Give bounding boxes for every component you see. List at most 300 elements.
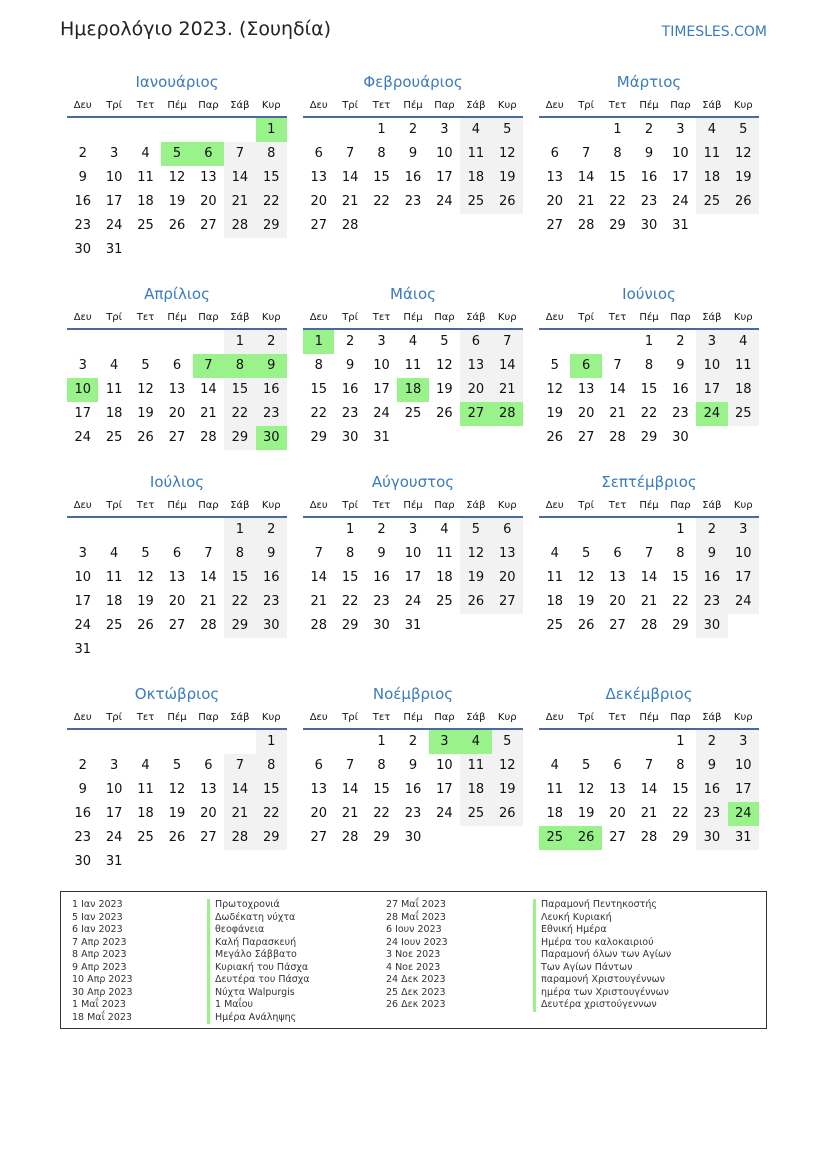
- day-cell: 7: [613, 358, 622, 373]
- weekday-label: Σάβ: [230, 712, 250, 723]
- empty-cell: [67, 518, 98, 542]
- day-cell: 9: [78, 782, 87, 797]
- day-cell: 25: [546, 618, 563, 633]
- legend-name: Δωδέκατη νύχτα: [207, 912, 310, 925]
- day-cell: 25: [105, 430, 123, 445]
- day-cell: 12: [728, 142, 759, 166]
- weekday-label: Πέμ: [167, 500, 187, 511]
- day-cell: 29: [373, 830, 390, 845]
- day-cell: 2: [256, 330, 287, 354]
- legend-date: 4 Νοε 2023: [386, 961, 441, 973]
- weekday-label: Τετ: [136, 500, 155, 511]
- day-cell: 12: [492, 142, 523, 166]
- day-cell: 26: [137, 430, 154, 445]
- weekday-label: Σάβ: [702, 712, 722, 723]
- empty-cell: [161, 330, 192, 354]
- day-cell: 8: [314, 358, 323, 373]
- empty-cell: [303, 118, 334, 142]
- weekday-label: Τρί: [342, 500, 359, 511]
- day-cell: 31: [105, 854, 123, 869]
- day-cell: 31: [728, 826, 759, 850]
- day-cell: 18: [105, 406, 123, 421]
- day-cell: 13: [492, 542, 523, 566]
- weekday-label: Παρ: [434, 312, 455, 323]
- day-cell: 29: [224, 614, 255, 638]
- day-cell: 30: [373, 618, 390, 633]
- empty-cell: [67, 330, 98, 354]
- day-cell: 7: [345, 146, 355, 161]
- day-cell: 8: [613, 146, 622, 161]
- day-cell: 8: [377, 758, 386, 773]
- day-cell: 20: [577, 406, 595, 421]
- day-cell: 16: [256, 566, 287, 590]
- weekday-label: Τρί: [578, 100, 595, 111]
- legend-name: Κυριακή του Πάσχα: [207, 962, 310, 975]
- weekday-label: Σάβ: [466, 100, 486, 111]
- empty-cell: [161, 518, 192, 542]
- day-cell: 13: [200, 782, 217, 797]
- weekday-label: Κυρ: [733, 100, 753, 111]
- empty-cell: [193, 118, 224, 142]
- legend-name: Λευκή Κυριακή: [533, 912, 671, 925]
- month-name: Νοέμβριος: [372, 685, 454, 703]
- day-cell: 29: [256, 214, 287, 238]
- day-cell: 17: [696, 378, 727, 402]
- legend-name: Καλή Παρασκευή: [207, 937, 310, 950]
- day-cell: 14: [341, 782, 359, 797]
- day-cell: 6: [314, 146, 323, 161]
- day-cell: 26: [492, 802, 523, 826]
- day-cell: 16: [74, 806, 91, 821]
- weekday-label: Παρ: [670, 100, 691, 111]
- day-cell: 27: [200, 830, 217, 845]
- weekday-header: [67, 306, 287, 330]
- day-cell: 11: [460, 142, 491, 166]
- empty-cell: [602, 518, 633, 542]
- weekday-label: Δευ: [309, 100, 328, 111]
- weekday-label: Δευ: [545, 100, 564, 111]
- day-cell: 21: [341, 194, 359, 209]
- day-cell: 24: [105, 218, 123, 233]
- day-cell: 19: [492, 166, 523, 190]
- legend-date: 25 Δεκ 2023: [386, 986, 446, 998]
- weekday-label: Παρ: [434, 500, 455, 511]
- day-cell: 13: [609, 782, 626, 797]
- day-cell: 17: [404, 570, 422, 585]
- weekday-label: Πέμ: [403, 100, 423, 111]
- day-cell: 19: [460, 566, 491, 590]
- day-cell: 4: [460, 118, 491, 142]
- day-cell: 16: [404, 782, 422, 797]
- day-cell: 26: [492, 190, 523, 214]
- legend-name: Ημέρα Ανάληψης: [207, 1012, 310, 1025]
- day-cell: 4: [141, 758, 150, 773]
- empty-cell: [633, 518, 664, 542]
- day-cell: 21: [200, 406, 217, 421]
- day-cell: 29: [609, 218, 626, 233]
- brand-link[interactable]: TIMESLES.COM: [661, 24, 767, 40]
- day-cell: 7: [644, 758, 654, 773]
- weekday-header: [67, 706, 287, 730]
- weekday-label: Τρί: [578, 500, 595, 511]
- legend-date: 8 Απρ 2023: [72, 949, 127, 960]
- holiday-day-cell: 30: [256, 426, 287, 450]
- day-cell: 20: [310, 806, 327, 821]
- weekday-label: Τετ: [136, 712, 155, 723]
- day-cell: 24: [105, 830, 123, 845]
- day-cell: 28: [200, 430, 217, 445]
- day-cell: 8: [256, 754, 287, 778]
- weekday-label: Κυρ: [261, 712, 281, 723]
- day-cell: 23: [404, 194, 422, 209]
- day-cell: 9: [256, 542, 287, 566]
- legend-date: 30 Απρ 2023: [72, 986, 133, 998]
- day-cell: 5: [141, 546, 150, 561]
- legend-name: 1 Μαΐου: [207, 999, 310, 1012]
- empty-cell: [130, 730, 161, 754]
- empty-cell: [633, 730, 664, 754]
- day-cell: 22: [373, 194, 390, 209]
- weekday-label: Παρ: [198, 312, 219, 323]
- day-cell: 13: [200, 170, 217, 185]
- weekday-label: Τρί: [106, 712, 123, 723]
- month-2: [303, 70, 523, 262]
- day-cell: 19: [436, 382, 453, 397]
- day-cell: 22: [224, 590, 255, 614]
- legend-date: 6 Ιαν 2023: [72, 924, 123, 935]
- day-cell: 16: [696, 778, 727, 802]
- empty-cell: [570, 518, 601, 542]
- day-cell: 31: [105, 242, 123, 257]
- day-cell: 12: [168, 170, 186, 185]
- day-cell: 22: [256, 190, 287, 214]
- month-3: [539, 70, 759, 262]
- day-cell: 12: [492, 754, 523, 778]
- holiday-day-cell: 27: [460, 402, 491, 426]
- day-cell: 23: [74, 830, 91, 845]
- empty-cell: [98, 518, 129, 542]
- day-cell: 20: [200, 806, 217, 821]
- day-cell: 6: [460, 330, 491, 354]
- day-cell: 14: [341, 170, 359, 185]
- weekday-label: Σάβ: [466, 712, 486, 723]
- weekday-label: Πέμ: [167, 712, 187, 723]
- day-cell: 22: [341, 594, 359, 609]
- day-cell: 23: [696, 802, 727, 826]
- day-cell: 12: [546, 382, 563, 397]
- day-cell: 26: [577, 618, 595, 633]
- day-cell: 2: [377, 522, 386, 537]
- weekday-label: Κυρ: [261, 500, 281, 511]
- empty-cell: [130, 518, 161, 542]
- day-cell: 24: [436, 806, 453, 821]
- day-cell: 8: [644, 358, 654, 373]
- day-cell: 6: [613, 758, 622, 773]
- day-cell: 16: [341, 382, 359, 397]
- legend-date: 18 Μαΐ 2023: [72, 1011, 132, 1023]
- month-name: Σεπτέμβριος: [601, 473, 697, 491]
- day-cell: 28: [224, 214, 255, 238]
- day-cell: 18: [105, 594, 123, 609]
- weekday-label: Πέμ: [167, 312, 187, 323]
- weekday-header: [539, 306, 759, 330]
- day-cell: 14: [224, 778, 255, 802]
- empty-cell: [570, 330, 601, 354]
- holiday-day-cell: 5: [161, 142, 192, 166]
- day-cell: 5: [460, 518, 491, 542]
- weekday-label: Κυρ: [497, 500, 517, 511]
- day-cell: 14: [200, 570, 217, 585]
- day-cell: 28: [310, 618, 327, 633]
- day-cell: 15: [224, 566, 255, 590]
- weekday-label: Δευ: [73, 100, 92, 111]
- day-cell: 11: [546, 570, 563, 585]
- day-cell: 19: [728, 166, 759, 190]
- day-cell: 5: [172, 758, 182, 773]
- holiday-legend: [60, 891, 767, 1029]
- weekday-label: Δευ: [73, 500, 92, 511]
- day-cell: 5: [550, 358, 559, 373]
- day-cell: 27: [168, 618, 186, 633]
- day-cell: 24: [74, 430, 91, 445]
- day-cell: 24: [728, 590, 759, 614]
- weekday-label: Κυρ: [733, 500, 753, 511]
- day-cell: 21: [200, 594, 217, 609]
- month-8: [303, 470, 523, 662]
- day-cell: 13: [310, 782, 327, 797]
- day-cell: 29: [672, 618, 689, 633]
- month-4: [67, 282, 287, 450]
- day-cell: 17: [74, 406, 91, 421]
- day-cell: 26: [546, 430, 563, 445]
- legend-name: παραμονή Χριστουγέννων: [533, 974, 671, 987]
- days-grid: [303, 118, 523, 238]
- day-cell: 28: [577, 218, 595, 233]
- weekday-header: [303, 306, 523, 330]
- legend-name: Ημέρα του καλοκαιριού: [533, 937, 671, 950]
- empty-cell: [539, 518, 570, 542]
- day-cell: 18: [546, 806, 563, 821]
- day-cell: 10: [672, 146, 689, 161]
- legend-name: Των Αγίων Πάντων: [533, 962, 671, 975]
- legend-names-1: [207, 899, 310, 1024]
- weekday-label: Παρ: [670, 500, 691, 511]
- day-cell: 7: [204, 546, 213, 561]
- day-cell: 2: [408, 734, 418, 749]
- day-cell: 1: [676, 522, 685, 537]
- day-cell: 9: [696, 754, 727, 778]
- day-cell: 11: [546, 782, 563, 797]
- day-cell: 16: [74, 194, 91, 209]
- legend-date: 10 Απρ 2023: [72, 974, 133, 985]
- days-grid: [67, 518, 287, 662]
- month-7: [67, 470, 287, 662]
- day-cell: 6: [613, 546, 622, 561]
- day-cell: 10: [728, 542, 759, 566]
- day-cell: 12: [137, 382, 154, 397]
- day-cell: 31: [404, 618, 422, 633]
- day-cell: 7: [224, 754, 255, 778]
- weekday-label: Τετ: [608, 712, 627, 723]
- day-cell: 8: [224, 542, 255, 566]
- day-cell: 28: [640, 618, 658, 633]
- day-cell: 16: [256, 378, 287, 402]
- holiday-day-cell: 28: [492, 402, 523, 426]
- day-cell: 17: [728, 566, 759, 590]
- empty-cell: [303, 730, 334, 754]
- day-cell: 27: [168, 430, 186, 445]
- day-cell: 20: [168, 594, 186, 609]
- day-cell: 22: [672, 806, 689, 821]
- legend-name: Παραμονή Πεντηκοστής: [533, 899, 671, 912]
- days-grid: [539, 518, 759, 638]
- day-cell: 27: [310, 830, 327, 845]
- weekday-label: Κυρ: [733, 712, 753, 723]
- day-cell: 21: [640, 806, 658, 821]
- month-name: Ιούλιος: [149, 473, 205, 491]
- holiday-day-cell: 7: [193, 354, 224, 378]
- month-name: Φεβρουάριος: [363, 73, 463, 91]
- day-cell: 18: [546, 594, 563, 609]
- day-cell: 2: [408, 122, 418, 137]
- day-cell: 11: [436, 546, 453, 561]
- day-cell: 19: [137, 406, 154, 421]
- day-cell: 3: [109, 758, 119, 773]
- weekday-label: Τετ: [608, 100, 627, 111]
- day-cell: 9: [696, 542, 727, 566]
- day-cell: 21: [224, 802, 255, 826]
- weekday-label: Δευ: [73, 712, 92, 723]
- weekday-label: Τετ: [608, 312, 627, 323]
- weekday-label: Πέμ: [639, 100, 659, 111]
- empty-cell: [303, 518, 334, 542]
- legend-dates-1: [72, 899, 133, 1024]
- day-cell: 12: [577, 570, 595, 585]
- day-cell: 8: [345, 546, 355, 561]
- month-12: [539, 682, 759, 874]
- legend-name: Παραμονή όλων των Αγίων: [533, 949, 671, 962]
- day-cell: 1: [224, 518, 255, 542]
- weekday-header: [303, 706, 523, 730]
- weekday-label: Παρ: [198, 712, 219, 723]
- day-cell: 18: [460, 166, 491, 190]
- holiday-day-cell: 6: [570, 354, 601, 378]
- day-cell: 17: [672, 170, 689, 185]
- weekday-label: Κυρ: [261, 312, 281, 323]
- day-cell: 7: [581, 146, 591, 161]
- legend-date: 6 Ιουν 2023: [386, 924, 442, 935]
- day-cell: 6: [314, 758, 323, 773]
- legend-dates-2: [386, 899, 448, 1012]
- day-cell: 10: [105, 170, 123, 185]
- weekday-label: Τρί: [106, 500, 123, 511]
- day-cell: 15: [640, 382, 658, 397]
- day-cell: 14: [640, 782, 658, 797]
- day-cell: 21: [341, 806, 359, 821]
- legend-date: 26 Δεκ 2023: [386, 999, 446, 1010]
- day-cell: 23: [640, 194, 658, 209]
- month-10: [67, 682, 287, 874]
- day-cell: 10: [728, 754, 759, 778]
- day-cell: 17: [105, 194, 123, 209]
- weekday-label: Κυρ: [497, 712, 517, 723]
- month-11: [303, 682, 523, 874]
- day-cell: 21: [492, 378, 523, 402]
- day-cell: 4: [440, 522, 449, 537]
- empty-cell: [67, 730, 98, 754]
- day-cell: 8: [676, 758, 685, 773]
- weekday-label: Πέμ: [167, 100, 187, 111]
- day-cell: 10: [373, 358, 390, 373]
- weekday-label: Σάβ: [230, 312, 250, 323]
- empty-cell: [539, 330, 570, 354]
- day-cell: 19: [546, 406, 563, 421]
- weekday-header: [303, 494, 523, 518]
- day-cell: 1: [676, 734, 685, 749]
- weekday-label: Δευ: [73, 312, 92, 323]
- weekday-label: Τρί: [578, 312, 595, 323]
- day-cell: 25: [404, 406, 422, 421]
- day-cell: 20: [460, 378, 491, 402]
- day-cell: 31: [373, 430, 390, 445]
- day-cell: 1: [613, 122, 622, 137]
- day-cell: 28: [341, 218, 359, 233]
- day-cell: 23: [256, 590, 287, 614]
- weekday-header: [539, 706, 759, 730]
- day-cell: 23: [696, 590, 727, 614]
- legend-name: Νύχτα Walpurgis: [207, 987, 310, 1000]
- month-name: Μάρτιος: [616, 73, 682, 91]
- day-cell: 20: [546, 194, 563, 209]
- weekday-label: Κυρ: [497, 312, 517, 323]
- day-cell: 20: [609, 594, 626, 609]
- day-cell: 21: [609, 406, 626, 421]
- day-cell: 30: [696, 614, 727, 638]
- holiday-day-cell: 25: [539, 826, 570, 850]
- empty-cell: [334, 118, 365, 142]
- day-cell: 2: [78, 146, 87, 161]
- days-grid: [539, 118, 759, 238]
- legend-date: 1 Μαΐ 2023: [72, 999, 126, 1010]
- day-cell: 31: [672, 218, 689, 233]
- day-cell: 9: [78, 170, 87, 185]
- months-grid: [67, 70, 760, 894]
- day-cell: 15: [224, 378, 255, 402]
- weekday-label: Κυρ: [497, 100, 517, 111]
- day-cell: 23: [74, 218, 91, 233]
- month-6: [539, 282, 759, 450]
- days-grid: [539, 730, 759, 850]
- day-cell: 24: [373, 406, 390, 421]
- day-cell: 23: [373, 594, 390, 609]
- empty-cell: [193, 730, 224, 754]
- day-cell: 25: [137, 218, 154, 233]
- day-cell: 2: [644, 122, 654, 137]
- day-cell: 6: [492, 518, 523, 542]
- month-name: Αύγουστος: [371, 473, 455, 491]
- day-cell: 9: [345, 358, 355, 373]
- weekday-label: Πέμ: [403, 312, 423, 323]
- days-grid: [539, 330, 759, 450]
- weekday-label: Πέμ: [403, 500, 423, 511]
- day-cell: 18: [460, 778, 491, 802]
- holiday-day-cell: 6: [193, 142, 224, 166]
- day-cell: 13: [546, 170, 563, 185]
- day-cell: 19: [168, 806, 186, 821]
- day-cell: 22: [609, 194, 626, 209]
- day-cell: 28: [200, 618, 217, 633]
- day-cell: 22: [310, 406, 327, 421]
